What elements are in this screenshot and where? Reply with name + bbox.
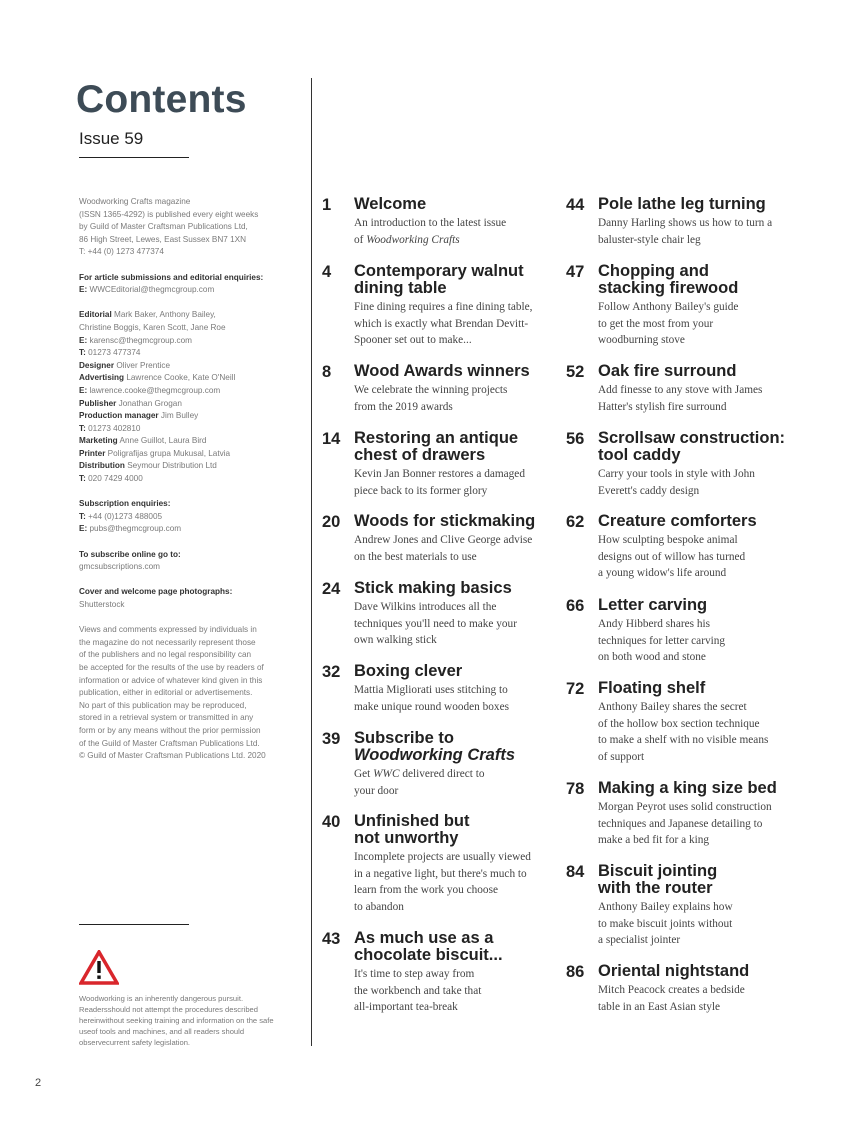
entry-description-line: of the hollow box section technique <box>598 717 760 730</box>
page-title: Contents <box>76 78 247 121</box>
entry-description <box>598 982 838 1015</box>
email-prefix: E: <box>79 524 88 534</box>
entry-description-line: own walking stick <box>354 634 437 647</box>
entry-description-line: Kevin Jan Bonner restores a damaged <box>354 468 525 480</box>
entry-title[interactable] <box>354 580 584 597</box>
entry-description <box>598 616 838 666</box>
staff-role: E: <box>79 335 88 345</box>
staff-line <box>79 385 304 398</box>
staff-role: Editorial <box>79 310 112 320</box>
contents-entry[interactable] <box>322 930 584 1016</box>
entry-description <box>598 466 838 499</box>
entry-title[interactable] <box>354 263 584 297</box>
entry-description-line: to get the most from your <box>598 317 714 330</box>
entry-description-line: Add finesse to any stove with James <box>598 384 763 396</box>
staff-value[interactable]: karensc@thegmcgroup.com <box>89 335 192 345</box>
staff-role: Advertising <box>79 373 125 383</box>
contents-entry[interactable] <box>566 963 838 1015</box>
entry-title[interactable] <box>598 963 838 980</box>
staff-value: Jonathan Grogan <box>118 398 182 408</box>
staff-value: Mark Baker, Anthony Bailey, <box>114 310 216 320</box>
entry-description-line: An introduction to the latest issue <box>354 217 507 229</box>
entry-title[interactable] <box>598 363 838 380</box>
publication-name: Woodworking Crafts <box>366 233 460 246</box>
entry-description-line: Mattia Migliorati uses stitching to <box>354 684 508 696</box>
entry-page-number: 32 <box>322 663 341 681</box>
entry-description-line: Hatter's stylish fire surround <box>598 400 727 413</box>
entry-description-line: Andrew Jones and Clive George advise <box>354 534 533 546</box>
staff-role: T: <box>79 474 86 484</box>
staff-line <box>79 410 304 423</box>
photos-label: Cover and welcome page photographs: <box>79 587 233 597</box>
entry-title-line: Wood Awards winners <box>354 362 530 380</box>
entry-description-line: your door <box>354 784 399 797</box>
staff-role: E: <box>79 385 88 395</box>
entry-title[interactable] <box>354 430 584 464</box>
entry-description-line: Carry your tools in style with John <box>598 468 755 480</box>
entry-page-number: 4 <box>322 263 332 281</box>
entry-page-number: 84 <box>566 863 585 881</box>
contents-entry[interactable] <box>322 730 584 799</box>
entry-page-number: 86 <box>566 963 585 981</box>
subscription-phone: +44 (0)1273 488005 <box>88 511 163 521</box>
entry-description <box>598 799 838 849</box>
entry-title-line: Floating shelf <box>598 679 706 697</box>
entry-description-line: It's time to step away from <box>354 968 475 980</box>
entry-description-line: a specialist jointer <box>598 934 681 947</box>
entry-title[interactable] <box>598 597 838 614</box>
entry-title[interactable] <box>598 780 838 797</box>
entry-description-line: techniques and Japanese detailing to <box>598 817 763 830</box>
subscription-label: Subscription enquiries: <box>79 499 171 509</box>
entry-description-line: in a negative light, but there's much to <box>354 867 527 880</box>
entry-title-line: Making a king size bed <box>598 779 777 797</box>
contents-entry[interactable] <box>566 430 838 499</box>
entry-title-line: Unfinished but <box>354 812 470 830</box>
staff-role: Printer <box>79 448 106 458</box>
entry-description <box>354 849 584 916</box>
entry-description-line: make unique round wooden boxes <box>354 700 509 713</box>
entry-description <box>598 215 838 248</box>
entry-description-line: piece back to its former glory <box>354 484 488 497</box>
subscription-block <box>79 498 304 536</box>
entry-page-number: 66 <box>566 597 585 615</box>
entry-description-line: Mitch Peacock creates a bedside <box>598 984 745 996</box>
entry-description-line: the workbench and take that <box>354 984 482 997</box>
contents-entry[interactable] <box>566 196 838 248</box>
entry-description-line: Dave Wilkins introduces all the <box>354 601 497 613</box>
entry-description <box>598 899 838 949</box>
entry-description <box>354 682 584 715</box>
staff-line <box>79 473 304 486</box>
entry-description-line: Follow Anthony Bailey's guide <box>598 301 739 313</box>
entry-description-line: Spooner set out to make... <box>354 334 472 347</box>
entry-title-line: Chopping and <box>598 262 709 280</box>
staff-value: Lawrence Cooke, Kate O'Neill <box>126 373 236 383</box>
contents-entry[interactable] <box>566 263 838 349</box>
entry-description-line: Get WWC delivered direct to <box>354 768 485 780</box>
staff-role: T: <box>79 348 86 358</box>
entry-title-line: Boxing clever <box>354 662 463 680</box>
entry-description-line: to abandon <box>354 901 404 914</box>
contents-entry[interactable] <box>566 513 838 582</box>
submissions-block <box>79 272 304 297</box>
entry-title-line: Woods for stickmaking <box>354 512 536 530</box>
entry-description-line: Anthony Bailey explains how <box>598 901 733 913</box>
staff-role: Distribution <box>79 461 125 471</box>
entry-title-line: Creature comforters <box>598 512 757 530</box>
contents-entry[interactable] <box>566 597 838 666</box>
submissions-label: For article submissions and editorial enquiries: <box>79 272 264 282</box>
submissions-email-link[interactable]: WWCEditorial@thegmcgroup.com <box>89 285 215 295</box>
entry-page-number: 8 <box>322 363 332 381</box>
contents-entry[interactable] <box>322 196 584 248</box>
masthead-intro-line: by Guild of Master Craftsman Publications Ltd, <box>79 222 248 232</box>
staff-line <box>79 347 304 360</box>
entry-title-line: Biscuit jointing <box>598 862 718 880</box>
entry-page-number: 14 <box>322 430 341 448</box>
issue-number: Issue 59 <box>79 129 144 148</box>
entry-title[interactable] <box>598 513 838 530</box>
entry-description <box>354 532 584 565</box>
entry-description-line: which is exactly what Brendan Devitt- <box>354 317 529 330</box>
entry-title-line: not unworthy <box>354 829 459 847</box>
disclaimer-line: of the publishers and no legal responsibility can <box>79 650 252 660</box>
entry-title-line: with the router <box>598 879 713 897</box>
entry-title-line: chest of drawers <box>354 446 486 464</box>
contents-entry[interactable] <box>322 813 584 916</box>
entry-title-line: Stick making basics <box>354 579 512 597</box>
entry-description-line: woodburning stove <box>598 334 685 347</box>
staff-value: Christine Boggis, Karen Scott, Jane Roe <box>79 322 226 332</box>
staff-value: Jim Bulley <box>160 411 199 421</box>
entry-title[interactable] <box>354 813 584 847</box>
entry-description <box>354 599 584 649</box>
contents-entry[interactable] <box>566 363 838 415</box>
column-divider <box>311 78 312 1046</box>
entry-title-line: Oak fire surround <box>598 362 737 380</box>
disclaimer <box>79 624 304 763</box>
entry-title-line: Subscribe to <box>354 729 454 747</box>
entry-description-line: Morgan Peyrot uses solid construction <box>598 801 772 813</box>
disclaimer-line: Views and comments expressed by individuals in <box>79 625 257 635</box>
entry-title-line: Restoring an antique <box>354 429 519 447</box>
entry-description-line: a young widow's life around <box>598 567 727 580</box>
entry-title-line: Letter carving <box>598 596 708 614</box>
entry-title[interactable] <box>354 196 584 213</box>
entry-page-number: 62 <box>566 513 585 531</box>
entry-title-line: dining table <box>354 279 447 297</box>
entry-description-line: Everett's caddy design <box>598 484 700 497</box>
entry-page-number: 43 <box>322 930 341 948</box>
staff-role: Marketing <box>79 436 118 446</box>
entry-description <box>354 382 584 415</box>
masthead-intro-line: T: +44 (0) 1273 477374 <box>79 247 164 257</box>
staff-value[interactable]: lawrence.cooke@thegmcgroup.com <box>89 385 221 395</box>
masthead-intro-line: 86 High Street, Lewes, East Sussex BN7 1XN <box>79 234 247 244</box>
entry-description-line: on both wood and stone <box>598 651 706 664</box>
entry-description-line: to make a shelf with no visible means <box>598 734 769 747</box>
staff-value: 020 7429 4000 <box>88 474 143 484</box>
entry-title[interactable] <box>598 430 838 464</box>
entry-title-line: Woodworking Crafts <box>354 746 516 764</box>
warning-text-line: current safety legislation. <box>106 1038 191 1047</box>
entry-description <box>354 766 584 799</box>
phone-prefix: T: <box>79 511 86 521</box>
masthead-intro-line: (ISSN 1365-4292) is published every eight weeks <box>79 209 259 219</box>
entry-page-number: 56 <box>566 430 585 448</box>
entry-page-number: 39 <box>322 730 341 748</box>
disclaimer-line: be accepted for the results of the use by readers of <box>79 662 264 672</box>
entry-description <box>598 532 838 582</box>
entry-description-line: Danny Harling shows us how to turn a <box>598 217 773 229</box>
disclaimer-line: © Guild of Master Craftsman Publications Ltd. 2020 <box>79 751 266 761</box>
subscribe-url-link[interactable]: gmcsubscriptions.com <box>79 562 160 572</box>
entry-title[interactable] <box>598 196 838 213</box>
entry-title-line: tool caddy <box>598 446 681 464</box>
entry-title[interactable] <box>354 663 584 680</box>
staff-value: Oliver Prentice <box>116 360 171 370</box>
entry-page-number: 40 <box>322 813 341 831</box>
staff-block <box>79 309 304 485</box>
entry-page-number: 24 <box>322 580 341 598</box>
warning-text-line: of tools and machines, and all readers should observe <box>79 1027 245 1047</box>
staff-line <box>79 360 304 373</box>
entry-description-line: make a bed fit for a king <box>598 834 710 847</box>
contents-entry[interactable] <box>322 580 584 649</box>
entry-description <box>354 215 584 248</box>
warning-text-line: Woodworking is an inherently dangerous pursuit. Readers <box>79 994 244 1014</box>
entry-description-line: to make biscuit joints without <box>598 917 733 930</box>
staff-line <box>79 435 304 448</box>
staff-role: Production manager <box>79 411 159 421</box>
entry-title[interactable] <box>598 863 838 897</box>
exclamation-bar <box>97 961 100 973</box>
staff-line <box>79 423 304 436</box>
online-label: To subscribe online go to: <box>79 549 181 559</box>
warning-text-line: should not attempt the procedures described herein <box>79 1005 258 1025</box>
entry-title[interactable] <box>354 363 584 380</box>
warning-text-line: without seeking training and information on the safe use <box>79 1016 274 1036</box>
entry-description <box>354 466 584 499</box>
publication-name: WWC <box>373 768 400 780</box>
entry-description <box>354 299 584 349</box>
entry-page-number: 1 <box>322 196 332 214</box>
staff-line <box>79 460 304 473</box>
contents-entry[interactable] <box>322 663 584 715</box>
staff-value: Seymour Distribution Ltd <box>127 461 217 471</box>
staff-line <box>79 322 304 335</box>
entry-title[interactable] <box>354 513 584 530</box>
entry-title-line: Contemporary walnut <box>354 262 524 280</box>
entry-description-line: Andy Hibberd shares his <box>598 618 711 630</box>
page-number: 2 <box>35 1077 42 1089</box>
entry-page-number: 47 <box>566 263 585 281</box>
staff-line <box>79 309 304 322</box>
entry-description-line: all-important tea-break <box>354 1001 458 1014</box>
contents-entry[interactable] <box>322 430 584 499</box>
entry-title-line: chocolate biscuit... <box>354 946 503 964</box>
disclaimer-line: the magazine do not necessarily represent those <box>79 637 256 647</box>
staff-role: Designer <box>79 360 115 370</box>
contents-entry[interactable] <box>322 263 584 349</box>
title-divider <box>79 157 189 158</box>
entry-description <box>598 382 838 415</box>
staff-value: 01273 402810 <box>88 423 141 433</box>
entry-title-line: Pole lathe leg turning <box>598 195 766 213</box>
entry-title[interactable] <box>598 680 838 697</box>
staff-line <box>79 448 304 461</box>
contents-entry[interactable] <box>322 513 584 565</box>
entry-title[interactable] <box>354 930 584 964</box>
entry-title-line: As much use as a <box>354 929 494 947</box>
contents-entry[interactable] <box>566 780 838 849</box>
entry-description-line: techniques you'll need to make your <box>354 617 517 630</box>
entry-page-number: 52 <box>566 363 585 381</box>
entry-description <box>354 966 584 1016</box>
entry-title-line: Welcome <box>354 195 427 213</box>
photos-block <box>79 586 304 611</box>
photos-credit: Shutterstock <box>79 600 125 609</box>
staff-role: T: <box>79 423 86 433</box>
warning-text <box>79 993 294 1048</box>
entry-page-number: 78 <box>566 780 585 798</box>
staff-role: Publisher <box>79 398 117 408</box>
staff-line <box>79 398 304 411</box>
entry-description-line: Anthony Bailey shares the secret <box>598 701 747 713</box>
disclaimer-line: publication, either in editorial or advertisements. <box>79 688 253 698</box>
staff-value: Poligrafijas grupa Mukusal, Latvia <box>107 448 231 458</box>
staff-line <box>79 372 304 385</box>
entry-description-line: Incomplete projects are usually viewed <box>354 851 531 863</box>
warning-triangle-icon <box>79 950 119 985</box>
entry-description-line: How sculpting bespoke animal <box>598 534 738 546</box>
disclaimer-line: of the Guild of Master Craftsman Publications Ltd. <box>79 738 260 748</box>
warning-divider <box>79 924 189 925</box>
masthead-intro-line: Woodworking Crafts magazine <box>79 197 191 206</box>
disclaimer-line: information or advice of whatever kind given in this <box>79 675 263 685</box>
contents-entry[interactable] <box>322 363 584 415</box>
entry-title-line: stacking firewood <box>598 279 739 297</box>
entry-description-line: learn from the work you choose <box>354 884 498 897</box>
entry-description-line: of Woodworking Crafts <box>354 233 460 246</box>
disclaimer-line: stored in a retrieval system or transmitted in any <box>79 713 254 723</box>
entry-title[interactable] <box>354 730 584 764</box>
entry-title[interactable] <box>598 263 838 297</box>
subscription-email-link[interactable]: pubs@thegmcgroup.com <box>89 524 182 534</box>
disclaimer-line: form or by any means without the prior permission <box>79 725 261 735</box>
entry-description-line: from the 2019 awards <box>354 400 453 413</box>
disclaimer-line: No part of this publication may be reproduced, <box>79 700 247 710</box>
staff-value: Anne Guillot, Laura Bird <box>119 436 207 446</box>
entry-description-line: on the best materials to use <box>354 550 477 563</box>
entry-description <box>598 699 838 766</box>
entry-page-number: 20 <box>322 513 341 531</box>
entry-page-number: 72 <box>566 680 585 698</box>
entry-description-line: We celebrate the winning projects <box>354 384 508 396</box>
online-block <box>79 549 304 574</box>
masthead <box>79 196 304 775</box>
entry-description-line: table in an East Asian style <box>598 1000 721 1013</box>
entry-page-number: 44 <box>566 196 585 214</box>
entry-description-line: designs out of willow has turned <box>598 550 746 563</box>
masthead-intro <box>79 196 304 259</box>
contents-entry[interactable] <box>566 863 838 949</box>
staff-line <box>79 335 304 348</box>
contents-entry[interactable] <box>566 680 838 766</box>
entry-description-line: Fine dining requires a fine dining table, <box>354 301 533 313</box>
entry-title-line: Scrollsaw construction: <box>598 429 786 447</box>
entry-description-line: baluster-style chair leg <box>598 233 701 246</box>
entry-description-line: techniques for letter carving <box>598 634 726 647</box>
email-prefix: E: <box>79 285 88 295</box>
staff-value: 01273 477374 <box>88 348 141 358</box>
entry-description-line: of support <box>598 751 645 764</box>
entry-description <box>598 299 838 349</box>
entry-title-line: Oriental nightstand <box>598 962 750 980</box>
exclamation-dot <box>97 976 100 979</box>
